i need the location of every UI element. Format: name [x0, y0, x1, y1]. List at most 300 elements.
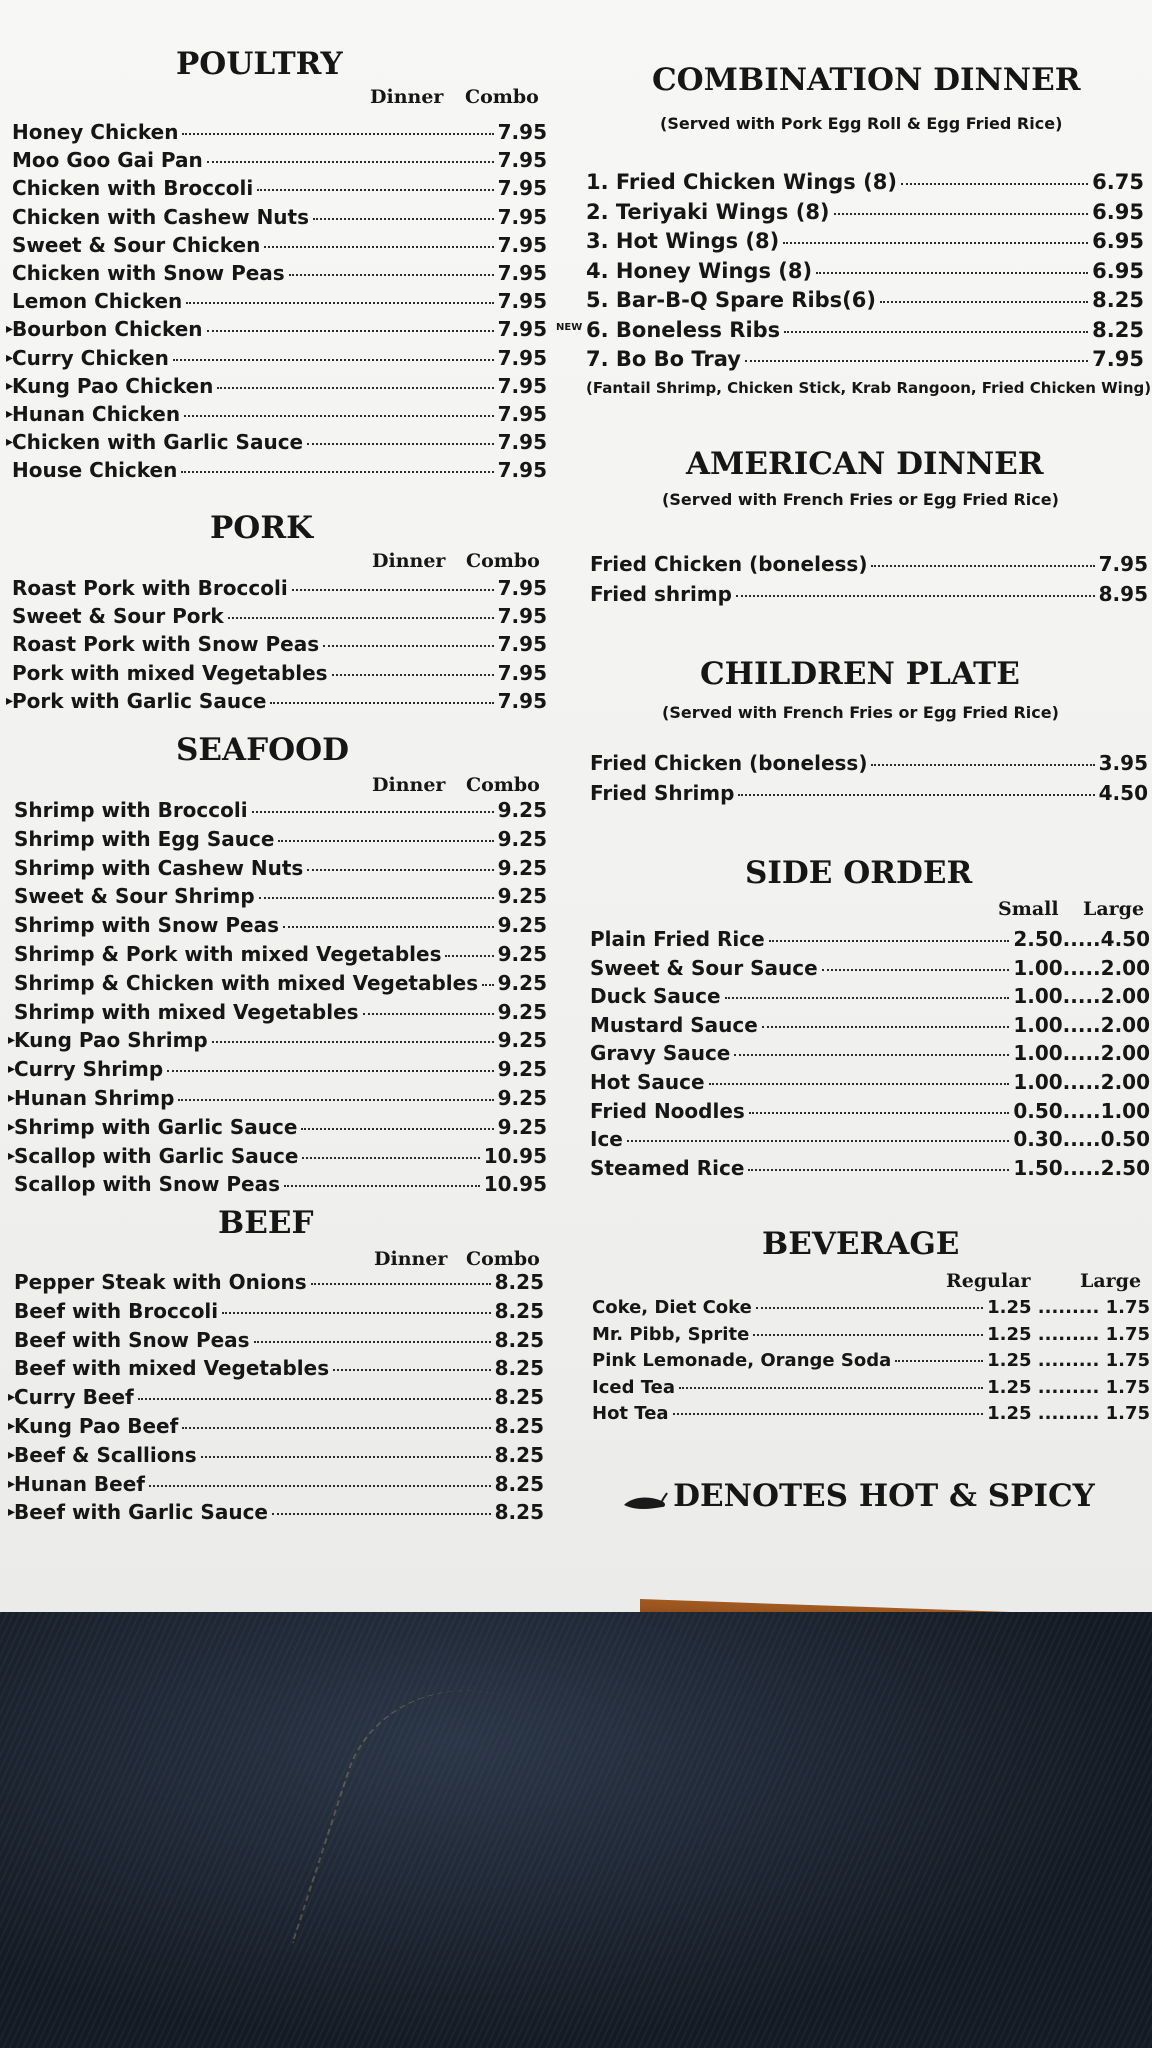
item-name: Roast Pork with Snow Peas — [12, 632, 320, 657]
item-name: Chicken with Broccoli — [12, 176, 254, 201]
poultry-title: POULTRY — [176, 46, 343, 82]
seafood-item — [14, 798, 547, 826]
item-name: Shrimp with Snow Peas — [14, 913, 280, 938]
item-name: Hot Tea — [592, 1403, 669, 1424]
combination-item — [586, 170, 1144, 198]
beef-title: BEEF — [218, 1205, 314, 1241]
combination-item — [586, 229, 1144, 257]
spicy-marker-icon: ▸ — [8, 1118, 16, 1135]
side-item — [590, 927, 1150, 955]
combination-item — [586, 347, 1144, 375]
side-col-large: Large — [1083, 898, 1145, 920]
dot-leader — [217, 387, 493, 389]
item-price: 9.25 — [497, 884, 547, 909]
children-subtitle: (Served with French Fries or Egg Fried Rice) — [662, 703, 1059, 722]
item-name: Kung Pao Beef — [14, 1414, 179, 1438]
dot-leader — [307, 869, 493, 871]
dot-leader — [186, 302, 493, 304]
beef-item — [8, 1414, 544, 1442]
poultry-item — [12, 233, 547, 261]
dot-leader — [184, 415, 494, 417]
pork-item — [12, 632, 547, 660]
poultry-item — [12, 120, 547, 148]
poultry-item — [12, 458, 547, 486]
dot-leader — [822, 969, 1010, 971]
beverage-item — [592, 1350, 1150, 1376]
item-name: Shrimp with Cashew Nuts — [14, 855, 304, 880]
item-name: Pink Lemonade, Orange Soda — [592, 1350, 892, 1371]
seafood-item — [8, 1057, 547, 1085]
dot-leader — [270, 702, 493, 704]
beef-item — [8, 1471, 544, 1500]
spicy-marker-icon: ▸ — [8, 1475, 16, 1492]
item-name: Hunan Chicken — [12, 402, 181, 426]
item-price: 8.25 — [494, 1298, 544, 1323]
beef-item — [14, 1270, 544, 1298]
dot-leader — [769, 940, 1010, 942]
item-price: 8.25 — [494, 1471, 544, 1496]
item-name: Curry Shrimp — [14, 1057, 164, 1082]
item-name: Scallop with Garlic Sauce — [14, 1143, 299, 1168]
item-price: 9.25 — [497, 970, 547, 995]
item-price: 8.25 — [494, 1414, 544, 1438]
item-name: Lemon Chicken — [12, 289, 183, 314]
seafood-title: SEAFOOD — [176, 732, 349, 768]
item-name: Fried Chicken (boneless) — [590, 552, 868, 576]
item-name: Hot Sauce — [590, 1070, 705, 1094]
dot-leader — [445, 955, 493, 957]
dot-leader — [307, 443, 494, 445]
item-price: 7.95 — [497, 688, 547, 713]
beef-col-dinner: Dinner — [374, 1248, 448, 1270]
item-name: Coke, Diet Coke — [592, 1297, 752, 1318]
dot-leader — [278, 840, 493, 842]
item-price: 7.95 — [497, 660, 547, 685]
side-item — [590, 956, 1150, 984]
pepper-icon — [622, 1491, 668, 1513]
item-price: 1.00.....2.00 — [1013, 1041, 1150, 1066]
item-price: 7.95 — [497, 204, 547, 229]
dot-leader — [182, 133, 493, 135]
item-name: Curry Beef — [14, 1385, 134, 1410]
item-name: Pork with Garlic Sauce — [12, 688, 267, 713]
item-price: 2.50.....4.50 — [1013, 927, 1150, 951]
seafood-item — [14, 1172, 547, 1200]
item-price: 4.50 — [1098, 781, 1148, 805]
side-item — [590, 1013, 1150, 1041]
item-name: Hunan Shrimp — [14, 1086, 175, 1110]
poultry-item — [12, 176, 547, 204]
item-price: 9.25 — [497, 826, 547, 851]
dot-leader — [725, 997, 1010, 999]
dot-leader — [222, 1312, 491, 1314]
pork-item — [12, 661, 547, 689]
dot-leader — [748, 1169, 1009, 1171]
dot-leader — [178, 1099, 493, 1101]
item-price: 1.25 ......... 1.75 — [987, 1376, 1150, 1398]
item-price: 10.95 — [483, 1143, 547, 1168]
item-name: Kung Pao Shrimp — [14, 1028, 208, 1053]
item-price: 7.95 — [497, 576, 547, 600]
dot-leader — [482, 984, 494, 986]
beef-item — [8, 1500, 544, 1528]
item-price: 1.00.....2.00 — [1013, 984, 1150, 1009]
item-name: Sweet & Sour Pork — [12, 604, 224, 629]
item-name: Shrimp & Chicken with mixed Vegetables — [14, 970, 479, 995]
item-name: Chicken with Garlic Sauce — [12, 430, 304, 455]
item-price: 6.75 — [1092, 170, 1144, 194]
seafood-col-dinner: Dinner — [372, 774, 446, 796]
dot-leader — [167, 1070, 493, 1072]
item-name: Scallop with Snow Peas — [14, 1172, 281, 1197]
dot-leader — [207, 330, 494, 332]
combination-item — [586, 259, 1144, 287]
dot-leader — [816, 272, 1088, 274]
item-price: 1.25 ......... 1.75 — [987, 1403, 1150, 1424]
item-name: Chicken with Snow Peas — [12, 261, 285, 285]
dot-leader — [871, 565, 1094, 567]
item-price: 7.95 — [497, 148, 547, 173]
item-price: 7.95 — [497, 604, 547, 629]
item-price: 1.00.....2.00 — [1013, 955, 1150, 980]
dot-leader — [138, 1398, 491, 1400]
item-price: 8.25 — [1092, 317, 1144, 342]
spicy-marker-icon: ▸ — [8, 1418, 16, 1434]
dot-leader — [173, 359, 494, 361]
dot-leader — [313, 218, 494, 220]
dot-leader — [679, 1387, 983, 1389]
item-price: 9.25 — [497, 1028, 547, 1053]
dot-leader — [673, 1413, 984, 1415]
dot-leader — [301, 1128, 493, 1130]
spicy-marker-icon: ▸ — [6, 321, 14, 338]
item-price: 9.25 — [497, 913, 547, 938]
seafood-item — [8, 1028, 547, 1056]
dot-leader — [272, 1513, 491, 1515]
seafood-item — [14, 827, 547, 855]
children-title: CHILDREN PLATE — [700, 656, 1020, 692]
item-name: Fried Shrimp — [590, 781, 735, 805]
spicy-marker-icon: ▸ — [8, 1147, 16, 1164]
dot-leader — [901, 183, 1088, 185]
item-name: Beef with Snow Peas — [14, 1327, 250, 1352]
item-price: 1.25 ......... 1.75 — [987, 1297, 1150, 1318]
item-price: 0.50.....1.00 — [1013, 1098, 1150, 1123]
item-name: Chicken with Cashew Nuts — [12, 204, 310, 229]
spicy-marker-icon: ▸ — [6, 349, 14, 366]
seafood-item — [8, 1086, 547, 1114]
item-price: 7.95 — [497, 402, 547, 426]
item-name: Shrimp & Pork with mixed Vegetables — [14, 942, 442, 966]
item-name: Sweet & Sour Shrimp — [14, 884, 255, 909]
item-price: 1.00.....2.00 — [1013, 1012, 1150, 1037]
item-price: 8.25 — [494, 1356, 544, 1381]
item-price: 7.95 — [1098, 552, 1148, 576]
pork-item — [12, 604, 547, 632]
item-price: 1.25 ......... 1.75 — [987, 1350, 1150, 1371]
dot-leader — [292, 589, 494, 591]
poultry-item — [12, 205, 547, 233]
pork-col-combo: Combo — [466, 550, 540, 572]
beverage-item — [592, 1403, 1150, 1429]
item-price: 9.25 — [497, 942, 547, 966]
item-price: 1.50.....2.50 — [1013, 1155, 1150, 1180]
item-name: Ice — [590, 1127, 623, 1152]
dot-leader — [254, 1341, 491, 1343]
item-name: Hunan Beef — [14, 1471, 145, 1496]
item-name: Mustard Sauce — [590, 1012, 758, 1037]
item-price: 10.95 — [483, 1172, 547, 1197]
side-item — [590, 1156, 1150, 1184]
american-item — [590, 552, 1148, 580]
side-col-small: Small — [998, 898, 1059, 920]
dot-leader — [182, 1427, 490, 1429]
seafood-item — [14, 913, 547, 941]
beverage-item — [592, 1377, 1150, 1403]
dot-leader — [738, 794, 1094, 796]
item-name: Plain Fried Rice — [590, 927, 765, 951]
dot-leader — [709, 1083, 1010, 1085]
item-price: 3.95 — [1098, 751, 1148, 775]
side-item — [590, 1041, 1150, 1069]
item-name: Sweet & Sour Chicken — [12, 232, 261, 257]
side-item — [590, 1099, 1150, 1127]
beef-item — [14, 1356, 544, 1384]
item-name: Mr. Pibb, Sprite — [592, 1323, 750, 1345]
dot-leader — [264, 246, 493, 248]
item-price: 8.25 — [494, 1270, 544, 1294]
dot-leader — [283, 926, 494, 928]
item-price: 7.95 — [497, 373, 547, 398]
beef-item — [8, 1442, 544, 1471]
item-price: 0.30.....0.50 — [1013, 1127, 1150, 1152]
children-item — [590, 751, 1148, 779]
item-price: 7.95 — [497, 289, 547, 314]
item-price: 7.95 — [497, 120, 547, 144]
item-name: Iced Tea — [592, 1376, 675, 1398]
dot-leader — [734, 1054, 1009, 1056]
dot-leader — [762, 1026, 1010, 1028]
item-name: 1. Fried Chicken Wings (8) — [586, 170, 897, 194]
dot-leader — [212, 1041, 494, 1043]
spicy-marker-icon: ▸ — [8, 1090, 16, 1106]
dot-leader — [783, 242, 1088, 244]
dot-leader — [149, 1485, 491, 1487]
dot-leader — [252, 811, 494, 813]
item-name: Fried shrimp — [590, 582, 732, 606]
dot-leader — [284, 1185, 480, 1187]
dot-leader — [181, 471, 493, 473]
seafood-item — [14, 942, 547, 970]
item-name: Bourbon Chicken — [12, 317, 203, 342]
item-price: 6.95 — [1092, 229, 1144, 253]
side-item — [590, 984, 1150, 1012]
dot-leader — [749, 1112, 1010, 1114]
item-name: Beef with mixed Vegetables — [14, 1356, 330, 1381]
beef-item — [8, 1385, 544, 1413]
dot-leader — [302, 1157, 479, 1159]
poultry-col-dinner: Dinner — [370, 86, 444, 108]
dot-leader — [332, 674, 494, 676]
seafood-item — [8, 1143, 547, 1172]
item-price: 8.95 — [1098, 582, 1148, 606]
dot-leader — [257, 189, 493, 191]
beverage-item — [592, 1297, 1150, 1323]
dot-leader — [834, 213, 1089, 215]
dot-leader — [871, 764, 1094, 766]
item-price: 7.95 — [497, 632, 547, 657]
dot-leader — [323, 645, 494, 647]
item-name: Fried Chicken (boneless) — [590, 751, 868, 775]
dot-leader — [880, 301, 1088, 303]
item-name: Steamed Rice — [590, 1155, 745, 1180]
item-name: Pepper Steak with Onions — [14, 1270, 307, 1294]
item-name: Beef & Scallions — [14, 1442, 197, 1467]
poultry-item — [6, 345, 547, 374]
side-title: SIDE ORDER — [745, 855, 973, 891]
item-name: Pork with mixed Vegetables — [12, 660, 328, 685]
item-name: Honey Chicken — [12, 120, 179, 144]
side-item — [590, 1070, 1150, 1098]
spicy-marker-icon: ▸ — [8, 1061, 16, 1078]
item-price: 6.95 — [1092, 258, 1144, 283]
seafood-item — [14, 884, 547, 912]
spicy-marker-icon: ▸ — [8, 1504, 16, 1521]
item-price: 9.25 — [497, 855, 547, 880]
pork-col-dinner: Dinner — [372, 550, 446, 572]
pork-title: PORK — [210, 510, 314, 546]
item-price: 7.95 — [1092, 347, 1144, 371]
beverage-col-regular: Regular — [946, 1270, 1031, 1292]
spicy-marker-icon: ▸ — [6, 434, 14, 451]
spicy-marker-icon: ▸ — [8, 1389, 16, 1406]
item-name: Shrimp with Garlic Sauce — [14, 1114, 298, 1139]
item-price: 9.25 — [497, 999, 547, 1024]
poultry-item — [6, 402, 547, 430]
beef-col-combo: Combo — [466, 1248, 540, 1270]
item-name: Shrimp with Broccoli — [14, 798, 248, 822]
dot-leader — [736, 595, 1095, 597]
item-name: 6. Boneless Ribs — [586, 317, 781, 342]
item-name: Gravy Sauce — [590, 1041, 731, 1066]
item-name: Sweet & Sour Sauce — [590, 955, 818, 980]
item-name: 5. Bar-B-Q Spare Ribs(6) — [586, 288, 876, 312]
dot-leader — [333, 1369, 491, 1371]
dot-leader — [627, 1140, 1009, 1142]
item-price: 8.25 — [494, 1385, 544, 1410]
poultry-item — [12, 148, 547, 176]
item-price: 8.25 — [1092, 288, 1144, 312]
poultry-item — [12, 261, 547, 289]
combination-item — [586, 288, 1144, 316]
item-name: Kung Pao Chicken — [12, 373, 214, 398]
item-name: 4. Honey Wings (8) — [586, 258, 813, 283]
dot-leader — [201, 1456, 491, 1458]
beverage-title: BEVERAGE — [762, 1226, 960, 1262]
item-name: Beef with Broccoli — [14, 1298, 219, 1323]
seafood-item — [14, 971, 547, 999]
dot-leader — [207, 161, 494, 163]
item-price: 1.00.....2.00 — [1013, 1070, 1150, 1094]
poultry-item — [12, 289, 547, 317]
dot-leader — [895, 1360, 983, 1362]
poultry-item — [6, 373, 547, 402]
item-price: 7.95 — [497, 458, 547, 483]
item-name: Shrimp with Egg Sauce — [14, 826, 275, 851]
item-name: Beef with Garlic Sauce — [14, 1500, 268, 1525]
spicy-marker-icon: ▸ — [6, 377, 14, 394]
combination-title: COMBINATION DINNER — [652, 62, 1081, 98]
american-title: AMERICAN DINNER — [686, 446, 1044, 482]
item-price: 9.25 — [497, 1057, 547, 1082]
seafood-item — [8, 1114, 547, 1143]
item-price: 7.95 — [497, 345, 547, 370]
dot-leader — [363, 1013, 494, 1015]
footer-note: DENOTES HOT & SPICY — [673, 1478, 1095, 1514]
item-price: 8.25 — [494, 1327, 544, 1352]
item-price: 9.25 — [497, 1114, 547, 1139]
combination-subtitle: (Served with Pork Egg Roll & Egg Fried Rice) — [660, 114, 1063, 133]
pork-item — [12, 576, 547, 604]
item-name: 3. Hot Wings (8) — [586, 229, 780, 253]
item-name: Roast Pork with Broccoli — [12, 576, 288, 600]
seafood-item — [14, 856, 547, 884]
item-price: 6.95 — [1092, 199, 1144, 224]
item-price: 7.95 — [497, 317, 547, 342]
dot-leader — [289, 274, 494, 276]
dot-leader — [745, 360, 1088, 362]
children-item — [590, 781, 1148, 809]
beef-item — [14, 1328, 544, 1356]
item-name: House Chicken — [12, 458, 178, 483]
combination-note: (Fantail Shrimp, Chicken Stick, Krab Rangoon, Fried Chicken Wing) — [586, 379, 1152, 397]
dot-leader — [753, 1334, 983, 1336]
beverage-col-large: Large — [1080, 1270, 1142, 1292]
dot-leader — [784, 331, 1088, 333]
spicy-marker-icon: ▸ — [6, 692, 14, 709]
item-price: 7.95 — [497, 176, 547, 201]
item-price: 8.25 — [494, 1442, 544, 1467]
item-name: Shrimp with mixed Vegetables — [14, 999, 359, 1024]
poultry-col-combo: Combo — [465, 86, 539, 108]
item-price: 7.95 — [497, 261, 547, 285]
item-name: 7. Bo Bo Tray — [586, 347, 741, 371]
item-price: 1.25 ......... 1.75 — [987, 1323, 1150, 1345]
beverage-item — [592, 1324, 1150, 1350]
seafood-item — [14, 1000, 547, 1028]
spicy-marker-icon: ▸ — [6, 406, 14, 422]
item-price: 7.95 — [497, 430, 547, 455]
beef-item — [14, 1299, 544, 1327]
american-item — [590, 582, 1148, 610]
poultry-item — [6, 430, 547, 458]
side-item — [590, 1127, 1150, 1155]
dot-leader — [311, 1283, 491, 1285]
dot-leader — [228, 617, 494, 619]
spicy-marker-icon: ▸ — [8, 1032, 16, 1049]
seafood-col-combo: Combo — [466, 774, 540, 796]
poultry-item — [6, 317, 547, 345]
item-price: 8.25 — [494, 1500, 544, 1525]
footer-legend — [622, 1478, 1095, 1514]
american-subtitle: (Served with French Fries or Egg Fried Rice) — [662, 490, 1059, 509]
item-name: Fried Noodles — [590, 1098, 745, 1123]
dot-leader — [259, 897, 494, 899]
item-price: 9.25 — [497, 798, 547, 822]
item-name: Curry Chicken — [12, 345, 169, 370]
combination-item — [556, 317, 1144, 346]
dot-leader — [756, 1307, 983, 1309]
